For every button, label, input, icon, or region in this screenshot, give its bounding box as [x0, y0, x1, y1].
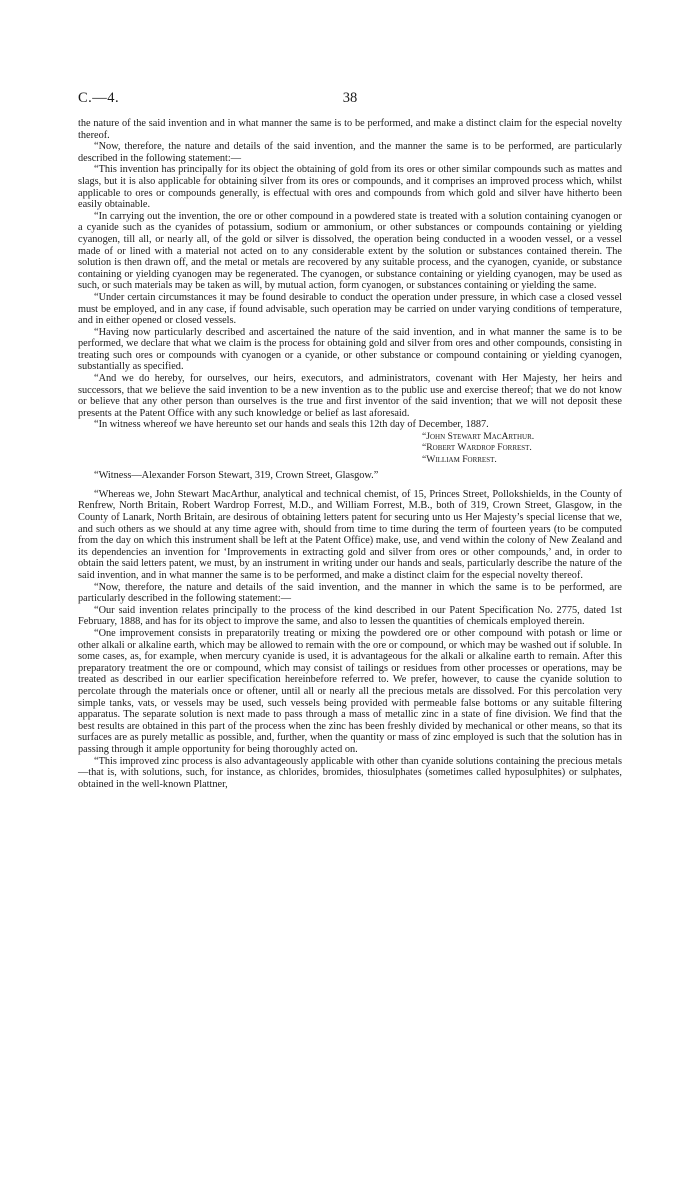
paragraph: “Under certain circumstances it may be found desirable to conduct the operation under pressure, in which case a closed vessel must be employed, and in any case, if found advisable, such operation may be carried on under varying conditions of temperature, and in either opened or closed vessels. — [78, 291, 622, 327]
paragraph: “In witness whereof we have hereunto set our hands and seals this 12th day of December, 1887. — [94, 419, 489, 431]
signature-line: “John Stewart MacArthur. — [422, 431, 535, 443]
document-body — [78, 118, 622, 790]
signature-block — [78, 431, 622, 465]
paragraph: “One improvement consists in preparatorily treating or mixing the powdered ore or other compound with potash or lime or other alkali or alkaline earth, which may be allowed to remain with the ore or compound, or which may be washed out if soluble. In some cases, as, for example, when mercury cyanide is used, it is advantageous for the alkali or alkaline earth to remain. After this preparatory treatment the ore or compound, which may consist of tailings or residues from other processes or operations, may be treated as described in our earlier specification hereinbefore referred to. We prefer, however, to cause the cyanide solution to percolate through the materials once or oftener, until all or nearly all the precious metals are dissolved. For this percolation very simple tanks, vats, or vessels may be used, such vessels being provided with permeable false bottoms or any suitable filtering apparatus. The separate solution is next made to pass through a mass of metallic zinc in a state of fine division. We find that the best results are obtained in this part of the process when the zinc has been freshly divided by mechanical or other means, so that its surfaces are as purely metallic as possible, and, further, when the quantity or mass of zinc employed is such that the solution has in passing through it ample opportunity for being thoroughly acted on. — [78, 627, 622, 755]
paragraph: “And we do hereby, for ourselves, our heirs, executors, and administrators, covenant with Her Majesty, her heirs and successors, that we believe the said invention to be a new invention as to the public use and exercise thereof; that we do not know or believe that any other person than ourselves is the true and first inventor of the said invention; that we will not deposit these presents at the Patent Office with any such knowledge or belief as last aforesaid. — [78, 373, 622, 419]
paragraph: the nature of the said invention and in what manner the same is to be performed, and make a distinct claim for the especial novelty thereof. — [78, 118, 622, 141]
paragraph: “In carrying out the invention, the ore or other compound in a powdered state is treated with a solution containing cyanogen or a cyanide such as the cyanides of potassium, sodium or ammonium, or other substances or compounds containing or yielding cyanogen, till all, or nearly all, of the gold or silver is dissolved, the operation being conducted in a wooden vessel, or a vessel made of or lined with a material not acted on to any considerable extent by the solution or substances contained therein. The solution is then drawn off, and the metal or metals are recovered by any suitable process, and the cyanogen, cyanide, or substance containing or yielding cyanogen may be regenerated. The cyanogen, or substance containing or yielding cyanogen, may be used as such, or such materials may be taken as will, by mutual action, form cyanogen, or substances containing or yielding the same. — [78, 210, 622, 292]
paragraph: “Whereas we, John Stewart MacArthur, analytical and technical chemist, of 15, Princes Street, Pollokshields, in the County of Renfrew, North Britain, Robert Wardrop Forrest, M.D., and William Forrest, M.B., both of 319, Crown Street, Glasgow, in the County of Lanark, North Britain, are desirous of obtaining letters patent for securing unto us Her Majesty’s special license that we, and such others as we should at any time agree with, should from time to time during the term of fourteen years (to be computed from the day on which this instrument shall be left at the Patent Office) make, use, and vend within the colony of New Zealand and its dependencies an invention for ‘Improvements in extracting gold and silver from ores or other compounds,’ and, in order to obtain the said letters patent, we must, by an instrument in writing under our hands and seals, particularly describe the nature of the said invention, and in what manner the same is to be performed, and make a distinct claim for the especial novelty thereof. — [78, 488, 622, 581]
paragraph: “Now, therefore, the nature and details of the said invention, and the manner the same is to be performed, are particularly described in the following statement:— — [78, 141, 622, 164]
witness-line: “Witness—Alexander Forson Stewart, 319, Crown Street, Glasgow.” — [94, 470, 379, 482]
paragraph: “Now, therefore, the nature and details of the said invention, and the manner in which the same is to be performed, are particularly described in the following statement:— — [78, 581, 622, 605]
paragraph: “Our said invention relates principally to the process of the kind described in our Patent Specification No. 2775, dated 1st February, 1888, and has for its object to improve the same, and also to lessen the quantities of chemicals employed therein. — [78, 604, 622, 628]
page-header — [78, 90, 622, 110]
paragraph: “Having now particularly described and ascertained the nature of the said invention, and in what manner the same is to be performed, we declare that what we claim is the process for obtaining gold and silver from ores and other compounds, consisting in treating such ores or compounds with cyanogen or a cyanide, or other substance or compound containing or yielding cyanogen, substantially as specified. — [78, 326, 622, 373]
paragraph: “This improved zinc process is also advantageously applicable with other than cyanide solutions containing the precious metals—that is, with solutions, such, for instance, as chlorides, bromides, thiosulphates (sometimes called hyposulphites) or sulphates, obtained in the well-known Plattner, — [78, 755, 622, 790]
document-reference: C.—4. — [78, 90, 120, 106]
page-number: 38 — [342, 90, 358, 106]
paragraph: “This invention has principally for its object the obtaining of gold from its ores or other similar compounds such as mattes and slags, but it is also applicable for obtaining silver from its ores or compounds, and it comprises an improved process which, whilst applicable to ores or compounds generally, is effectual with ores and compounds from which gold and silver have hitherto been easily obtainable. — [78, 164, 622, 211]
signature-line: “William Forrest. — [422, 453, 497, 465]
signature-line: “Robert Wardrop Forrest. — [422, 442, 532, 454]
